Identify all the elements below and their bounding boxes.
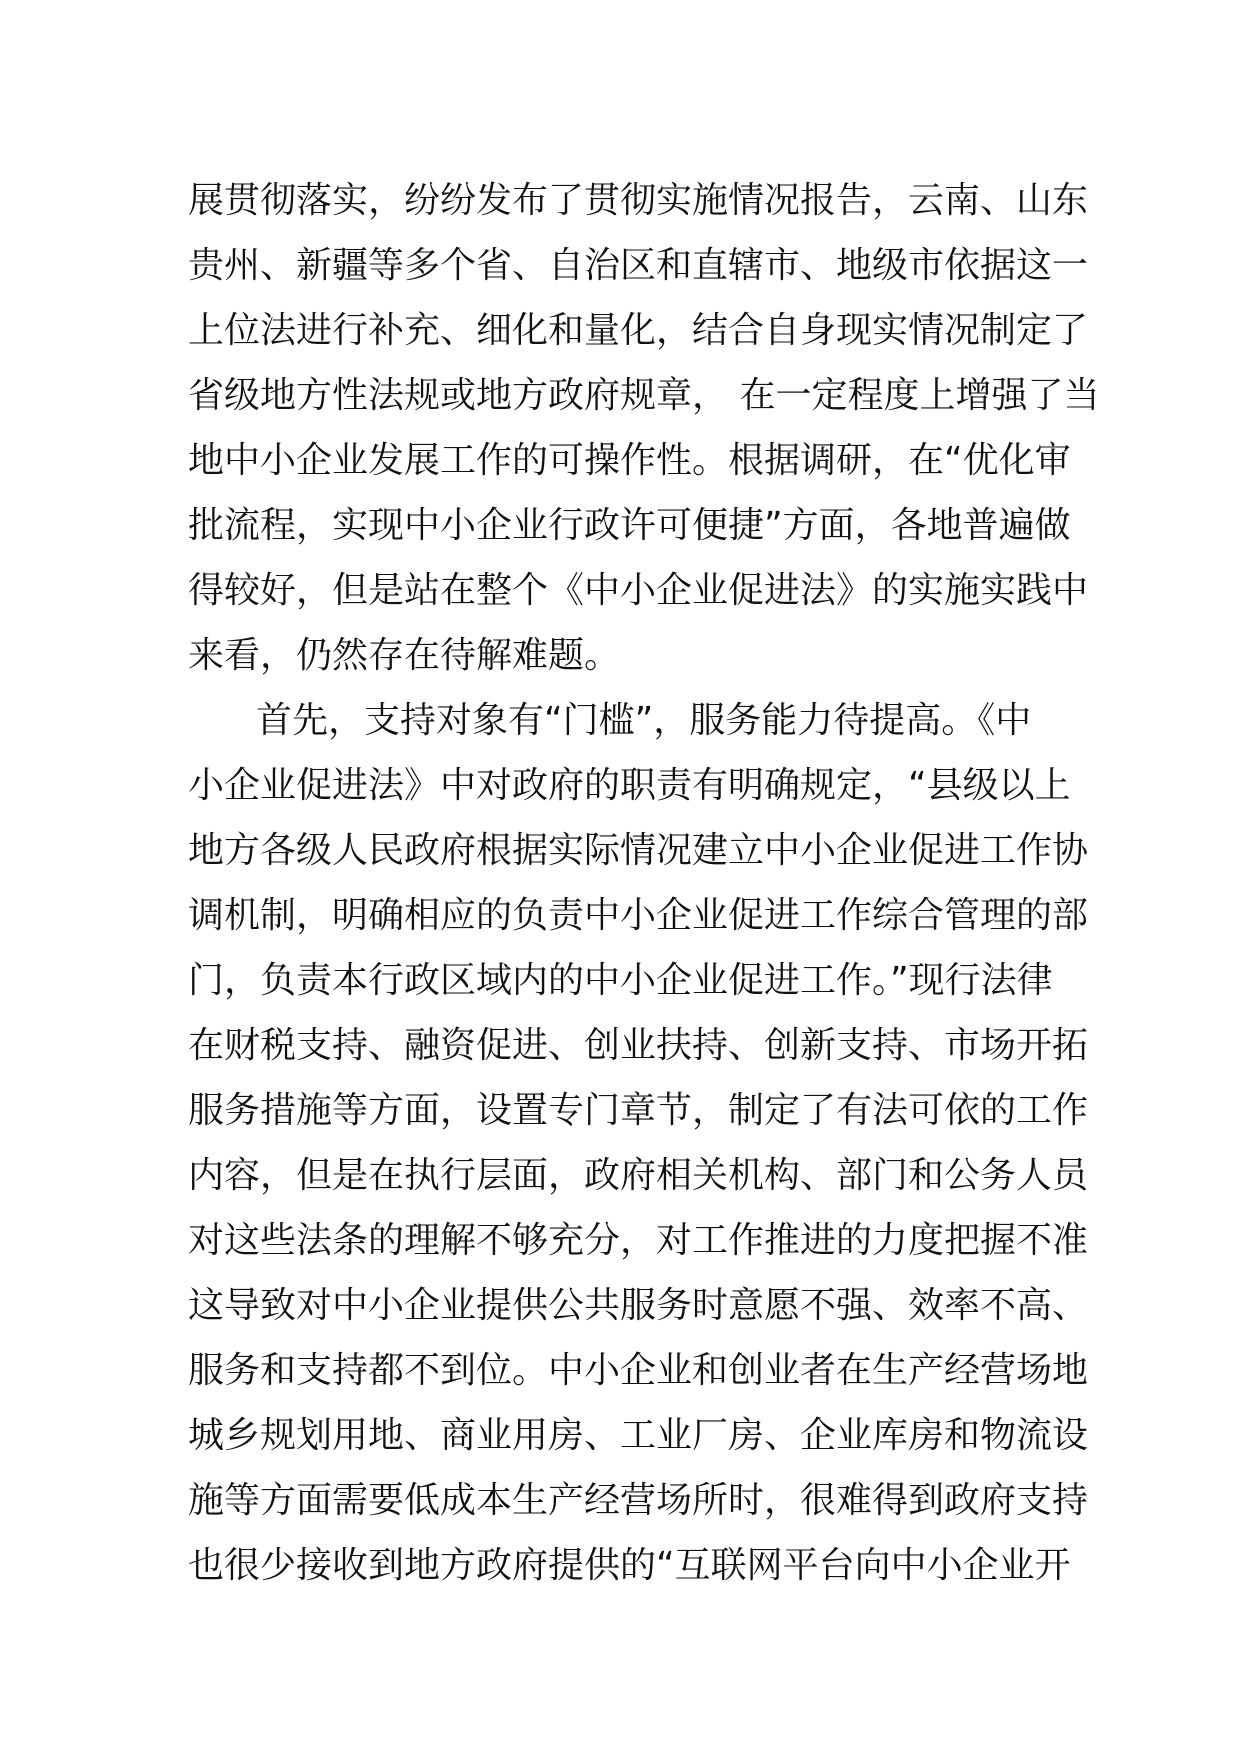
- text-line: 在财税支持、融资促进、创业扶持、创新支持、市场开拓: [188, 1025, 1089, 1066]
- text-line: 调机制，明确相应的负责中小企业促进工作综合管理的部: [188, 895, 1089, 936]
- text-line: 施等方面需要低成本生产经营场所时，很难得到政府支持: [188, 1480, 1089, 1521]
- text-line: 地中小企业发展工作的可操作性。根据调研，在“优化审: [188, 440, 1071, 481]
- text-line: 也很少接收到地方政府提供的“互联网平台向中小企业开: [188, 1545, 1071, 1586]
- text-line: 来看，仍然存在待解难题。: [188, 635, 621, 676]
- text-line: 小企业促进法》中对政府的职责有明确规定，“县级以上: [188, 765, 1071, 806]
- text-line: 贵州、新疆等多个省、自治区和直辖市、地级市依据这一: [188, 245, 1089, 286]
- text-line: 上位法进行补充、细化和量化，结合自身现实情况制定了: [188, 310, 1089, 351]
- text-line: 批流程，实现中小企业行政许可便捷”方面，各地普遍做: [188, 505, 1071, 546]
- text-line: 得较好，但是站在整个《中小企业促进法》的实施实践中: [188, 570, 1089, 611]
- text-line: 服务措施等方面，设置专门章节，制定了有法可依的工作: [188, 1090, 1089, 1131]
- text-line: 省级地方性法规或地方政府规章， 在一定程度上增强了当: [188, 375, 1100, 416]
- text-line: 内容，但是在执行层面，政府相关机构、部门和公务人员: [188, 1155, 1089, 1196]
- text-line: 服务和支持都不到位。中小企业和创业者在生产经营场地: [188, 1350, 1089, 1391]
- text-line: 对这些法条的理解不够充分，对工作推进的力度把握不准: [188, 1220, 1089, 1261]
- body-text: [188, 168, 1100, 1598]
- paragraph-start-line: 首先，支持对象有“门槛”，服务能力待提高。《中: [256, 700, 1032, 741]
- text-line: 门，负责本行政区域内的中小企业促进工作。”现行法律: [188, 960, 1053, 1001]
- text-line: 地方各级人民政府根据实际情况建立中小企业促进工作协: [188, 830, 1089, 871]
- text-line: 展贯彻落实，纷纷发布了贯彻实施情况报告，云南、山东: [188, 180, 1089, 221]
- text-line: 这导致对中小企业提供公共服务时意愿不强、效率不高、: [188, 1285, 1089, 1326]
- text-line: 城乡规划用地、商业用房、工业厂房、企业库房和物流设: [188, 1415, 1089, 1456]
